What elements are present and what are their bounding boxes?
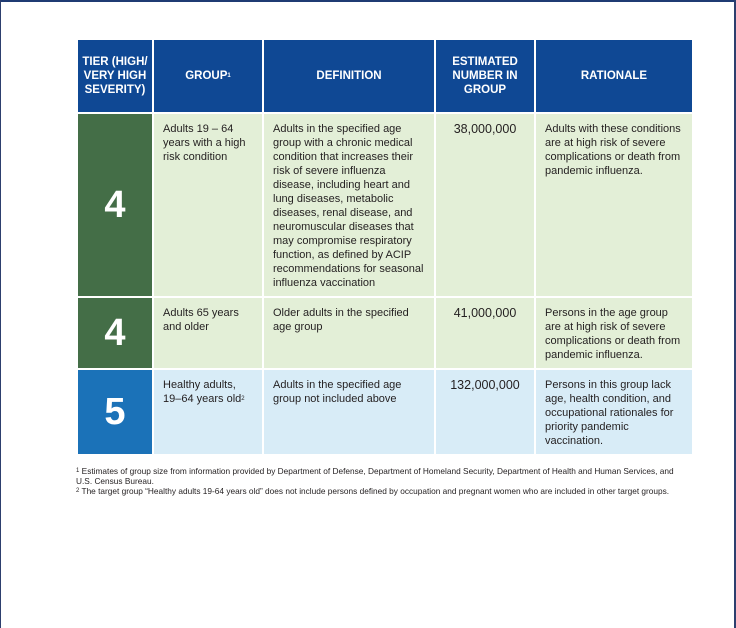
table-header-row bbox=[77, 39, 693, 113]
estimated-number-cell: 38,000,000 bbox=[435, 113, 535, 297]
header-estimated-number: ESTIMATED NUMBER IN GROUP bbox=[435, 39, 535, 113]
footnote-2-text: The target group “Healthy adults 19-64 years old” does not include persons defined by occupation and pregnant women who are included in other target groups. bbox=[81, 486, 670, 496]
tier-number: 5 bbox=[77, 369, 153, 455]
definition-cell: Adults in the specified age group not included above bbox=[263, 369, 435, 455]
page-left-border bbox=[0, 0, 1, 628]
header-definition: DEFINITION bbox=[263, 39, 435, 113]
header-tier: TIER (HIGH/ VERY HIGH SEVERITY) bbox=[77, 39, 153, 113]
rationale-cell: Adults with these conditions are at high risk of severe complications or death from pandemic influenza. bbox=[535, 113, 693, 297]
footnote-1 bbox=[76, 466, 688, 486]
tier-number: 4 bbox=[77, 113, 153, 297]
footnote-2 bbox=[76, 486, 688, 496]
footnotes bbox=[76, 466, 688, 496]
footnote-1-mark: 1 bbox=[76, 468, 80, 474]
header-group-footnote-mark: 1 bbox=[227, 73, 231, 79]
header-group-label: GROUP bbox=[185, 70, 228, 82]
footnote-1-text: Estimates of group size from information provided by Department of Defense, Department of Homeland Security, Department of Health and Human Services, and U.S. Census Bureau. bbox=[76, 466, 674, 486]
group-cell bbox=[153, 297, 263, 369]
group-text: Adults 19 – 64 years with a high risk condition bbox=[163, 123, 246, 163]
group-text: Healthy adults, 19–64 years old bbox=[163, 379, 242, 405]
header-rationale: RATIONALE bbox=[535, 39, 693, 113]
vaccination-tier-table bbox=[76, 38, 694, 456]
estimated-number-cell: 41,000,000 bbox=[435, 297, 535, 369]
group-text: Adults 65 years and older bbox=[163, 307, 239, 333]
definition-cell: Older adults in the specified age group bbox=[263, 297, 435, 369]
rationale-cell: Persons in this group lack age, health condition, and occupational rationales for priority pandemic vaccination. bbox=[535, 369, 693, 455]
definition-cell: Adults in the specified age group with a chronic medical condition that increases their risk of severe influenza disease, including heart and lung diseases, metabolic diseases, renal disease, and neuromuscular diseases that may compromise respiratory function, as defined by ACIP recommendations for seasonal influenza vaccination bbox=[263, 113, 435, 297]
table-row bbox=[77, 369, 693, 455]
group-cell bbox=[153, 369, 263, 455]
tier-number: 4 bbox=[77, 297, 153, 369]
estimated-number-cell: 132,000,000 bbox=[435, 369, 535, 455]
table-row bbox=[77, 297, 693, 369]
page-top-border bbox=[0, 0, 736, 2]
footnote-2-mark: 2 bbox=[76, 488, 80, 494]
group-footnote-mark: 2 bbox=[241, 396, 245, 402]
header-group bbox=[153, 39, 263, 113]
rationale-cell: Persons in the age group are at high risk of severe complications or death from pandemic influenza. bbox=[535, 297, 693, 369]
table-row bbox=[77, 113, 693, 297]
group-cell bbox=[153, 113, 263, 297]
